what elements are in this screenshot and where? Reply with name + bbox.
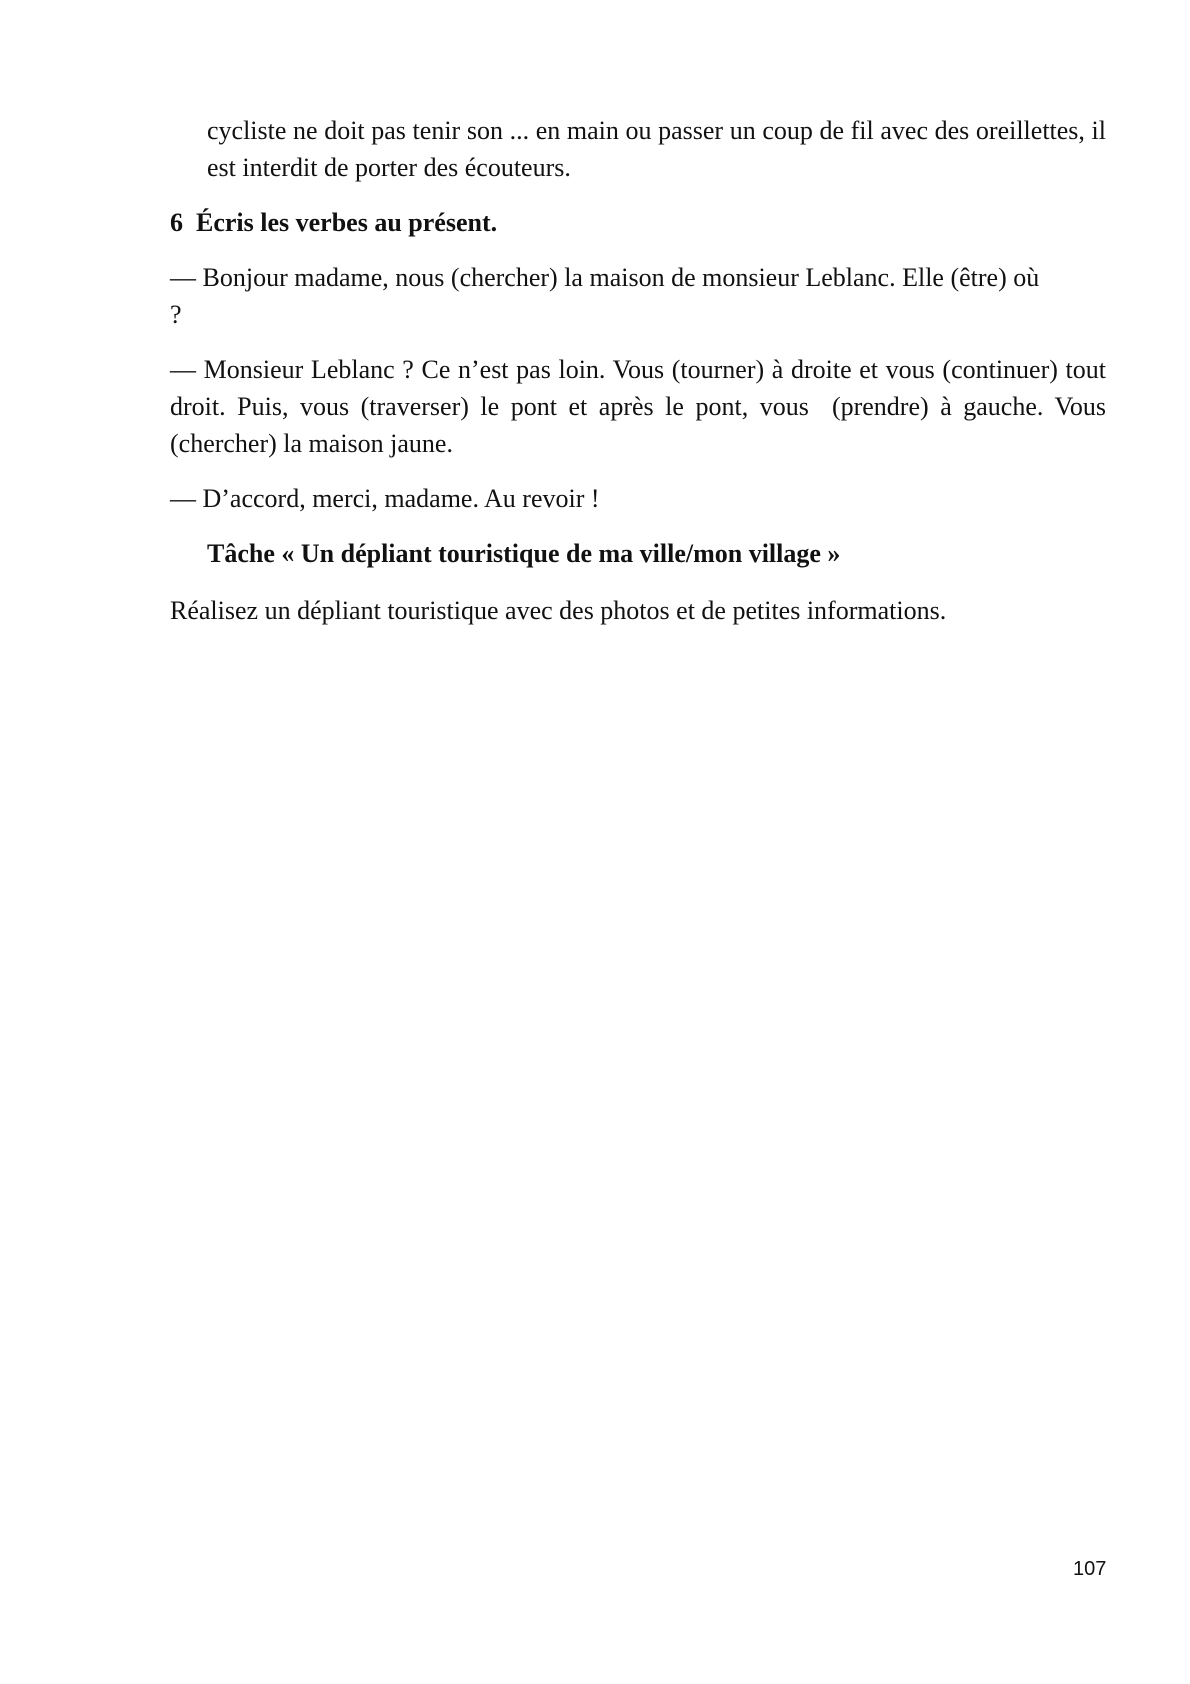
page-number: 107 <box>1073 1558 1107 1580</box>
dialogue-line-2: — Monsieur Leblanc ? Ce n’est pas loin. Vous (tourner) à droite et vous (continuer) tout droit. Puis, vous (traverser) le pont et après le pont, vous (prendre) à gauche. Vous (chercher) la maison jaune. <box>170 355 1113 458</box>
dialogue-line-3: — D’accord, merci, madame. Au revoir ! <box>170 484 600 513</box>
page-content <box>170 112 1113 629</box>
dialogue-line-1: — Bonjour madame, nous (chercher) la maison de monsieur Leblanc. Elle (être) où ? <box>170 263 1040 329</box>
continuation-paragraph: cycliste ne doit pas tenir son ... en main ou passer un coup de fil avec des oreillettes, il est interdit de porter des écouteurs. <box>207 116 1106 182</box>
exercise-number: 6 <box>170 208 183 237</box>
exercise-heading <box>170 204 1106 241</box>
exercise-title: Écris les verbes au présent. <box>196 208 498 237</box>
task-instruction: Réalisez un dépliant touristique avec des photos et de petites informations. <box>170 596 947 625</box>
task-heading: Tâche « Un dépliant touristique de ma ville/mon village » <box>207 539 841 568</box>
